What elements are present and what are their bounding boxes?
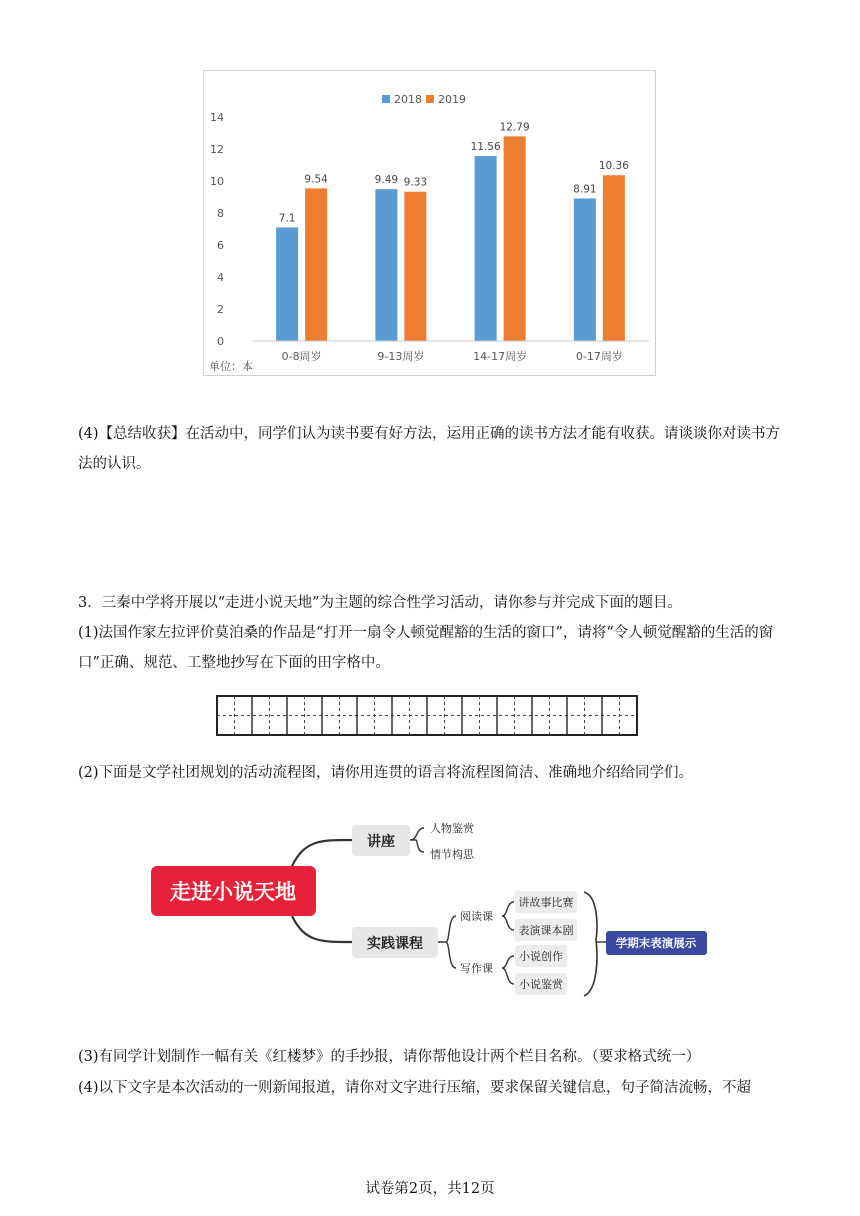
brace-writing — [502, 956, 514, 984]
reading-item-1: 讲故事比赛 — [518, 896, 574, 909]
root-label: 走进小说天地 — [170, 880, 296, 904]
y-tick-label: 6 — [217, 239, 224, 252]
final-label: 学期末表演展示 — [615, 936, 697, 950]
legend-label-2018: 2018 — [394, 93, 422, 106]
y-tick-label: 14 — [210, 111, 224, 124]
bar-2019-2 — [404, 192, 426, 341]
lecture-item-1: 人物鉴赏 — [430, 822, 474, 835]
bar-chart-svg — [204, 71, 655, 375]
y-tick-label: 10 — [210, 175, 224, 188]
bar-2018-2 — [375, 189, 397, 341]
data-label: 12.79 — [499, 121, 530, 134]
data-label: 9.33 — [403, 176, 428, 189]
data-label: 8.91 — [573, 183, 597, 196]
bars — [276, 121, 629, 341]
question-2-4: (4)【总结收获】在活动中，同学们认为读书要有好方法，运用正确的读书方法才能有收获。请谈谈你对读书方法的认识。 — [78, 426, 781, 472]
lecture-label: 讲座 — [367, 834, 395, 850]
brace-lecture — [410, 828, 424, 852]
data-label: 9.49 — [374, 174, 399, 187]
tian-zi-grid[interactable] — [215, 692, 639, 739]
connector-lecture — [292, 840, 352, 866]
bar-2018-3 — [475, 156, 497, 341]
data-label: 11.56 — [470, 141, 501, 154]
question-3-4: (4)以下文字是本次活动的一则新闻报道，请你对文字进行压缩，要求保留关键信息，句子简洁流畅，不超 — [78, 1080, 752, 1096]
x-tick-label: 9-13周岁 — [377, 350, 425, 363]
reading-item-2: 表演课本剧 — [518, 924, 574, 937]
brace-final — [584, 892, 597, 996]
bar-2019-3 — [504, 136, 526, 341]
writing-course-label: 写作课 — [460, 962, 493, 975]
question-3-intro: 3．三秦中学将开展以“走进小说天地”为主题的综合性学习活动，请你参与并完成下面的题目。 — [78, 595, 683, 611]
y-tick-label: 0 — [217, 335, 224, 348]
x-tick-label: 0-8周岁 — [281, 350, 322, 363]
bar-2019-1 — [305, 188, 327, 341]
bar-2019-4 — [603, 175, 625, 341]
brace-reading — [502, 902, 514, 930]
question-3-2: (2)下面是文学社团规划的活动流程图，请你用连贯的语言将流程图简洁、准确地介绍给同学们。 — [78, 765, 694, 781]
legend-swatch-2019 — [426, 95, 434, 103]
writing-item-2: 小说鉴赏 — [519, 978, 563, 991]
practice-label: 实践课程 — [367, 936, 423, 952]
brace-practice — [438, 916, 456, 968]
y-tick-label: 12 — [210, 143, 224, 156]
page-footer: 试卷第2页，共12页 — [365, 1181, 495, 1197]
x-axis — [252, 341, 649, 363]
activity-flowchart — [140, 800, 740, 1010]
bar-2018-4 — [574, 198, 596, 341]
y-tick-label: 4 — [217, 271, 224, 284]
y-axis — [210, 111, 224, 348]
question-3-1: (1)法国作家左拉评价莫泊桑的作品是“打开一扇令人顿觉醒豁的生活的窗口”，请将“令人顿觉醒豁的生活的窗口”正确、规范、工整地抄写在下面的田字格中。 — [78, 625, 774, 671]
bar-2018-1 — [276, 227, 298, 341]
legend-swatch-2018 — [382, 95, 390, 103]
reading-course-label: 阅读课 — [460, 910, 493, 923]
connector-practice — [292, 916, 352, 942]
x-tick-label: 14-17周岁 — [473, 350, 528, 363]
unit-label: 单位：本 — [209, 360, 253, 373]
reading-chart — [203, 70, 656, 376]
question-3-3: (3)有同学计划制作一幅有关《红楼梦》的手抄报，请你帮他设计两个栏目名称。（要求格式统一） — [78, 1049, 701, 1065]
y-tick-label: 2 — [217, 303, 224, 316]
lecture-item-2: 情节构思 — [430, 848, 474, 861]
data-label: 10.36 — [598, 160, 629, 173]
y-tick-label: 8 — [217, 207, 224, 220]
legend — [382, 93, 466, 106]
data-label: 9.54 — [304, 173, 328, 186]
writing-item-1: 小说创作 — [519, 950, 563, 963]
legend-label-2019: 2019 — [438, 93, 466, 106]
data-label: 7.1 — [278, 212, 296, 225]
x-tick-label: 0-17周岁 — [575, 350, 623, 363]
